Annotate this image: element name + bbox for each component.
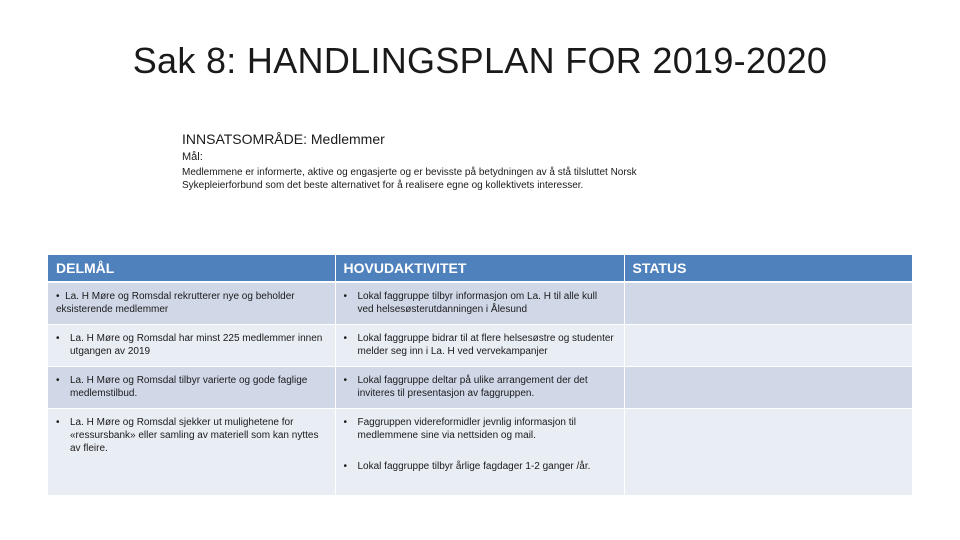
slide-title: Sak 8: HANDLINGSPLAN FOR 2019-2020 xyxy=(132,40,828,81)
activity-bullet: • Lokal faggruppe tilbyr årlige fagdager 1-2 ganger /år. xyxy=(343,461,591,472)
goal-text: Medlemmene er informerte, aktive og engasjerte og er bevisste på betydningen av å stå tilsluttet Norsk Sykepleierforbund som det beste alternativet for å realisere egne og kollektivets interesser. xyxy=(182,167,637,191)
activity-bullet: • Faggruppen videreformidler jevnlig informasjon til medlemmene sine via nettsiden og mail. xyxy=(344,416,616,442)
delmal-cell xyxy=(48,367,335,409)
activity-bullet: • Lokal faggruppe bidrar til at flere helsesøstre og studenter melder seg inn i La. H ved vervekampanjer xyxy=(343,333,614,357)
delmal-bullet: • La. H Møre og Romsdal tilbyr varierte og gode faglige medlemstilbud. xyxy=(56,374,327,400)
delmal-text: La. H Møre og Romsdal rekrutterer nye og beholder eksisterende medlemmer xyxy=(56,291,295,315)
activity-cell xyxy=(335,325,624,367)
action-plan-table xyxy=(48,255,912,495)
delmal-cell xyxy=(48,409,335,496)
activity-bullet: • Lokal faggruppe tilbyr informasjon om La. H til alle kull ved helsesøsterutdanningen i Ålesund xyxy=(344,290,616,316)
table-row xyxy=(48,325,912,367)
table-row xyxy=(48,367,912,409)
activity-cell xyxy=(335,367,624,409)
delmal-bullet: • La. H Møre og Romsdal har minst 225 medlemmer innen utgangen av 2019 xyxy=(56,332,327,358)
delmal-text: La. H Møre og Romsdal har minst 225 medlemmer innen utgangen av 2019 xyxy=(70,333,323,357)
delmal-text: La. H Møre og Romsdal tilbyr varierte og gode faglige medlemstilbud. xyxy=(70,375,308,399)
activity-text: Faggruppen videreformidler jevnlig informasjon til medlemmene sine via nettsiden og mail. xyxy=(357,417,576,441)
status-cell xyxy=(624,282,912,325)
delmal-cell xyxy=(48,325,335,367)
activity-text: Lokal faggruppe bidrar til at flere helsesøstre og studenter melder seg inn i La. H ved vervekampanjer xyxy=(357,333,614,357)
header-status: STATUS xyxy=(624,255,912,282)
delmal-bullet: • La. H Møre og Romsdal rekrutterer nye og beholder eksisterende medlemmer xyxy=(56,291,295,315)
table-header-row xyxy=(48,255,912,282)
goal-label: Mål: xyxy=(182,151,203,163)
status-cell xyxy=(624,325,912,367)
header-delmal: DELMÅL xyxy=(48,255,335,282)
activity-text: Lokal faggruppe tilbyr årlige fagdager 1-2 ganger /år. xyxy=(357,461,591,472)
table-row xyxy=(48,409,912,496)
activity-bullet: • Lokal faggruppe deltar på ulike arrangement der det inviteres til presentasjon av faggruppen. xyxy=(344,374,616,400)
focus-area-heading: INNSATSOMRÅDE: Medlemmer xyxy=(182,131,385,147)
table-row xyxy=(48,282,912,325)
status-cell xyxy=(624,367,912,409)
activity-text: Lokal faggruppe deltar på ulike arrangement der det inviteres til presentasjon av faggruppen. xyxy=(357,375,588,399)
focus-area-block xyxy=(182,131,742,192)
status-cell xyxy=(624,409,912,496)
delmal-bullet: • La. H Møre og Romsdal sjekker ut mulighetene for «ressursbank» eller samling av materiell som kan nyttes av fleire. xyxy=(56,416,327,455)
activity-cell xyxy=(335,409,624,496)
activity-text: Lokal faggruppe tilbyr informasjon om La. H til alle kull ved helsesøsterutdanningen i Ålesund xyxy=(357,291,598,315)
delmal-cell xyxy=(48,282,335,325)
header-hovudaktivitet: HOVUDAKTIVITET xyxy=(335,255,624,282)
activity-cell xyxy=(335,282,624,325)
delmal-text: La. H Møre og Romsdal sjekker ut mulighetene for «ressursbank» eller samling av materiell som kan nyttes av fleire. xyxy=(70,417,319,454)
